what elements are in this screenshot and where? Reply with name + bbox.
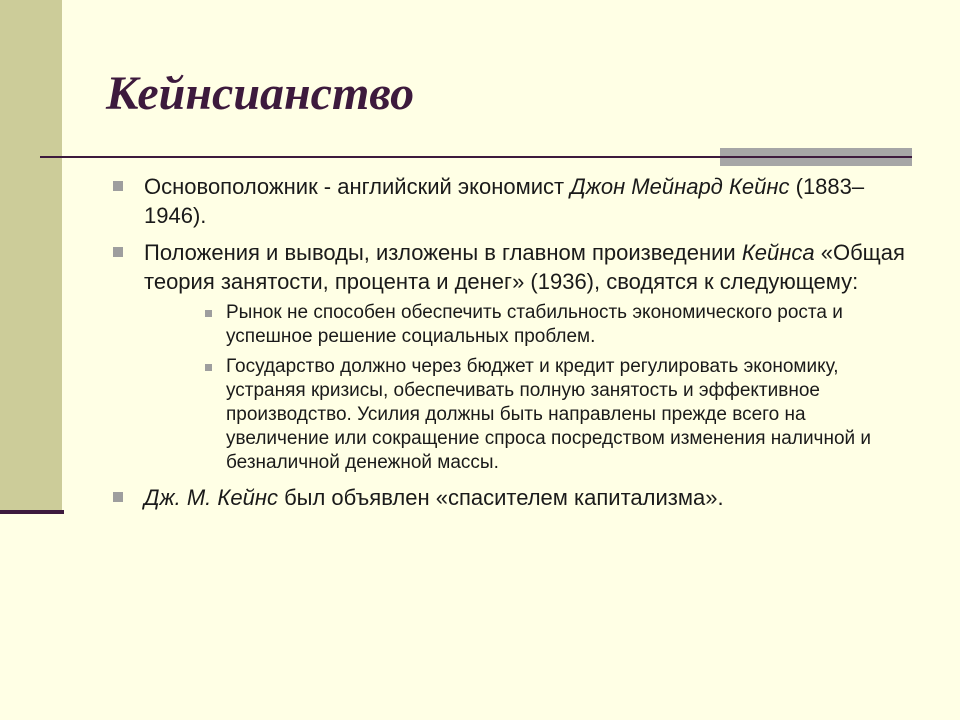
small-square-bullet-icon — [205, 310, 212, 317]
bullet-item-main-work — [110, 238, 910, 475]
square-bullet-icon — [113, 181, 123, 191]
slide-body — [110, 172, 910, 520]
bullet-text: «Общая теория занятости, процента и денег» (1936), сводятся к следующему: — [144, 240, 905, 294]
small-square-bullet-icon — [205, 364, 212, 371]
bullet-text: (1883–1946). — [144, 174, 865, 228]
bullet-italic-name: Джон Мейнард Кейнс — [570, 174, 790, 199]
bullet-text: Основоположник - английский экономист — [144, 174, 571, 199]
sub-bullet-item-market — [204, 301, 910, 349]
bullet-text: Положения и выводы, изложены в главном произведении — [144, 240, 742, 265]
square-bullet-icon — [113, 247, 123, 257]
bullet-item-savior — [110, 483, 910, 512]
left-band-underline — [0, 510, 64, 514]
bullet-text: был объявлен «спасителем капитализма». — [277, 485, 724, 510]
sub-bullet-text: Государство должно через бюджет и кредит регулировать экономику, устраняя кризисы, обеспечивать полную занятость и эффективное производство. Усилия должны быть направлены прежде всего на увеличение или сокращение спроса посредством изменения наличной и безналичной денежной массы. — [226, 356, 872, 473]
sub-bullet-item-state — [204, 355, 910, 475]
bullet-item-founder — [110, 172, 910, 230]
bullet-italic-name: Кейнса — [741, 240, 815, 265]
sub-bullet-text: Рынок не способен обеспечить стабильность экономического роста и успешное решение социальных проблем. — [226, 302, 843, 347]
left-decorative-band — [0, 0, 62, 512]
slide-title: Кейнсианство — [106, 67, 415, 120]
sub-bullet-list — [144, 301, 910, 475]
title-divider-overlay — [720, 156, 912, 158]
square-bullet-icon — [113, 492, 123, 502]
bullet-italic-name: Дж. М. Кейнс — [144, 485, 278, 510]
